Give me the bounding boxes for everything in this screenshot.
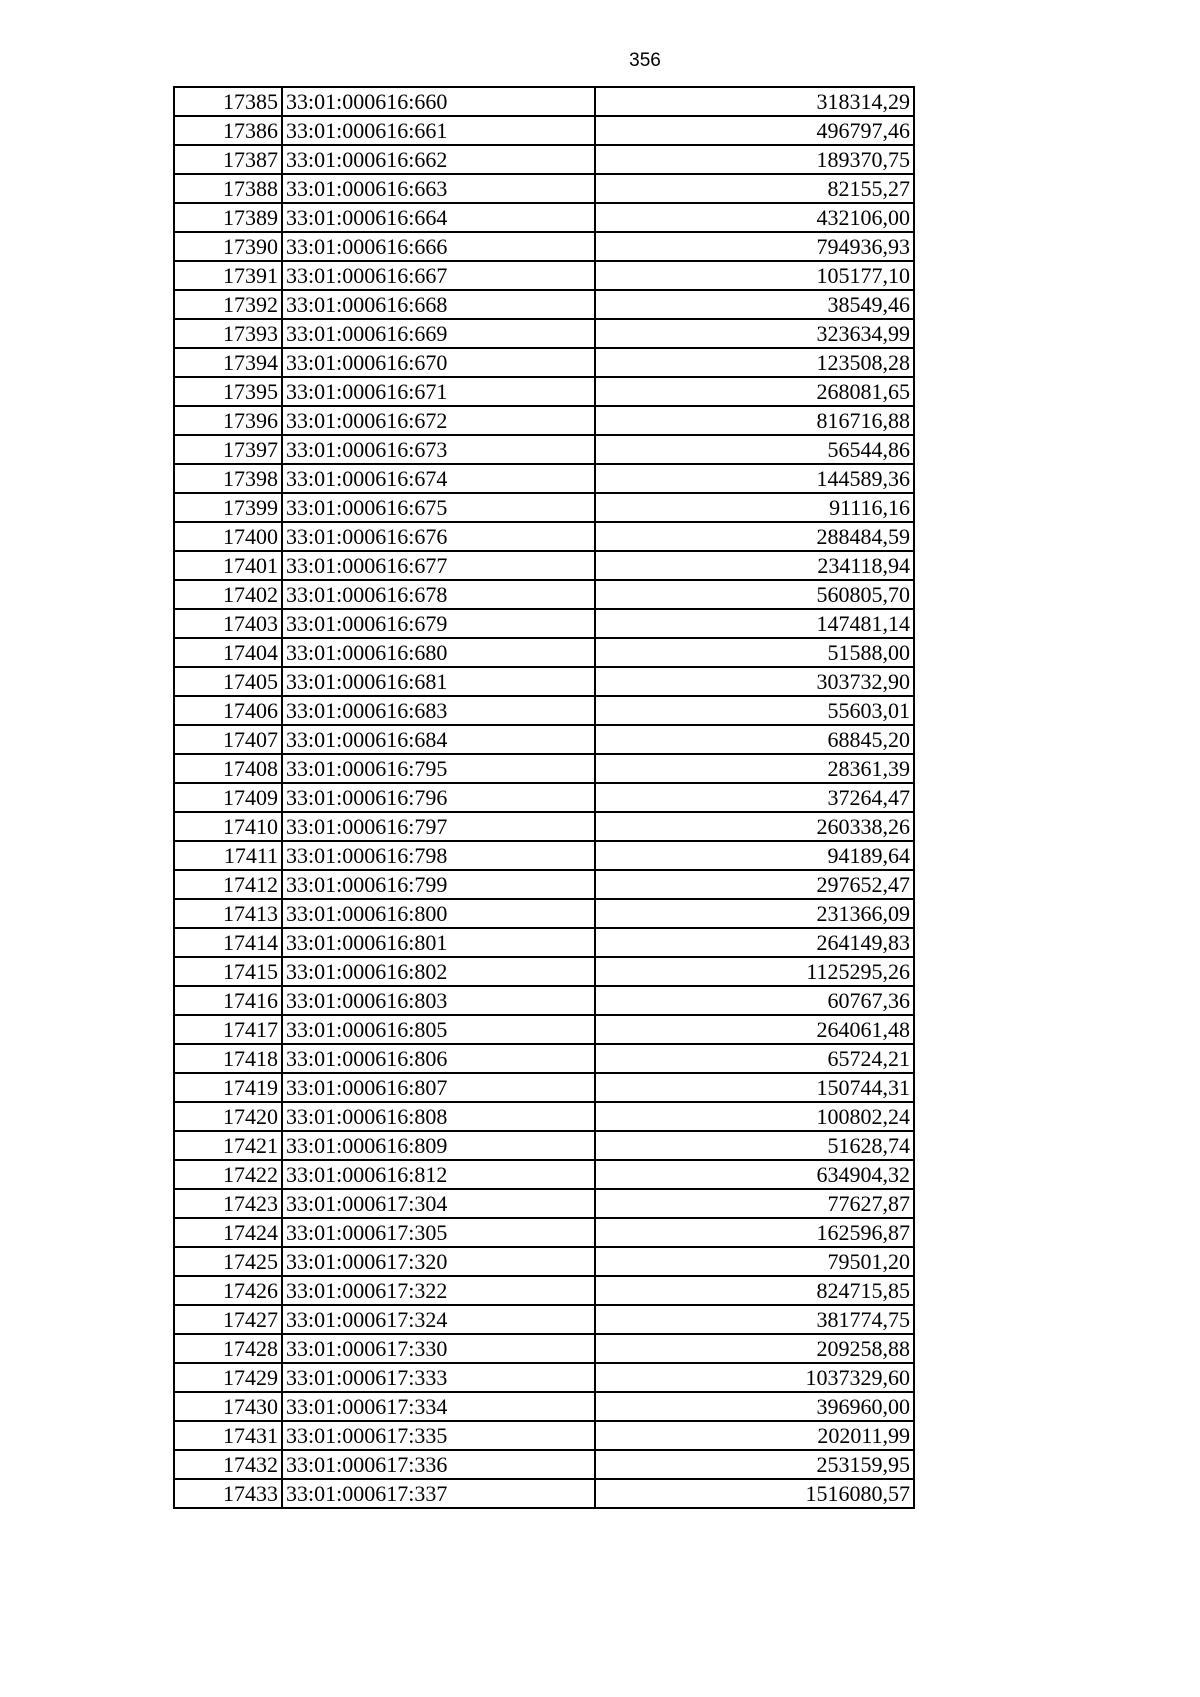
cadastral-number-cell: 33:01:000616:801 [282, 928, 595, 957]
cadastral-number-cell: 33:01:000616:664 [282, 203, 595, 232]
cadastral-number-cell: 33:01:000616:809 [282, 1131, 595, 1160]
table-row [174, 145, 914, 174]
table-row [174, 1015, 914, 1044]
cadastral-number-cell: 33:01:000616:680 [282, 638, 595, 667]
cadastral-number-cell: 33:01:000616:806 [282, 1044, 595, 1073]
cadastral-number-cell: 33:01:000617:330 [282, 1334, 595, 1363]
row-number-cell: 17433 [174, 1479, 282, 1508]
cadastral-number-cell: 33:01:000616:672 [282, 406, 595, 435]
table-row [174, 1160, 914, 1189]
cadastral-value-cell: 94189,64 [595, 841, 914, 870]
row-number-cell: 17424 [174, 1218, 282, 1247]
table-row [174, 464, 914, 493]
row-number-cell: 17431 [174, 1421, 282, 1450]
cadastral-number-cell: 33:01:000616:805 [282, 1015, 595, 1044]
table-row [174, 319, 914, 348]
cadastral-number-cell: 33:01:000616:670 [282, 348, 595, 377]
table-row [174, 1421, 914, 1450]
cadastral-value-cell: 264149,83 [595, 928, 914, 957]
cadastral-number-cell: 33:01:000616:676 [282, 522, 595, 551]
cadastral-value-cell: 55603,01 [595, 696, 914, 725]
table-row [174, 783, 914, 812]
table-row [174, 174, 914, 203]
row-number-cell: 17419 [174, 1073, 282, 1102]
row-number-cell: 17386 [174, 116, 282, 145]
table-row [174, 1044, 914, 1073]
table-row [174, 1189, 914, 1218]
table-row [174, 928, 914, 957]
row-number-cell: 17388 [174, 174, 282, 203]
table-row [174, 1479, 914, 1508]
cadastral-value-cell: 150744,31 [595, 1073, 914, 1102]
cadastral-number-cell: 33:01:000616:678 [282, 580, 595, 609]
cadastral-number-cell: 33:01:000616:662 [282, 145, 595, 174]
cadastral-value-cell: 202011,99 [595, 1421, 914, 1450]
cadastral-number-cell: 33:01:000616:795 [282, 754, 595, 783]
cadastral-value-cell: 37264,47 [595, 783, 914, 812]
cadastral-value-cell: 288484,59 [595, 522, 914, 551]
table-row [174, 261, 914, 290]
cadastral-number-cell: 33:01:000616:663 [282, 174, 595, 203]
table-row [174, 696, 914, 725]
row-number-cell: 17399 [174, 493, 282, 522]
table-row [174, 609, 914, 638]
row-number-cell: 17393 [174, 319, 282, 348]
table-row [174, 203, 914, 232]
row-number-cell: 17394 [174, 348, 282, 377]
table-row [174, 580, 914, 609]
cadastral-value-cell: 816716,88 [595, 406, 914, 435]
cadastral-number-cell: 33:01:000616:666 [282, 232, 595, 261]
row-number-cell: 17427 [174, 1305, 282, 1334]
table-row [174, 348, 914, 377]
row-number-cell: 17398 [174, 464, 282, 493]
table-row [174, 493, 914, 522]
cadastral-value-cell: 65724,21 [595, 1044, 914, 1073]
cadastral-value-cell: 432106,00 [595, 203, 914, 232]
table-row [174, 1131, 914, 1160]
table-row [174, 1247, 914, 1276]
cadastral-number-cell: 33:01:000616:796 [282, 783, 595, 812]
cadastral-value-cell: 189370,75 [595, 145, 914, 174]
row-number-cell: 17414 [174, 928, 282, 957]
cadastral-number-cell: 33:01:000616:661 [282, 116, 595, 145]
row-number-cell: 17405 [174, 667, 282, 696]
row-number-cell: 17425 [174, 1247, 282, 1276]
row-number-cell: 17410 [174, 812, 282, 841]
cadastral-value-cell: 264061,48 [595, 1015, 914, 1044]
page-number: 356 [629, 50, 661, 71]
table-row [174, 87, 914, 116]
table-row [174, 754, 914, 783]
table-row [174, 841, 914, 870]
cadastral-number-cell: 33:01:000616:683 [282, 696, 595, 725]
cadastral-number-cell: 33:01:000616:803 [282, 986, 595, 1015]
table-row [174, 551, 914, 580]
table-row [174, 1363, 914, 1392]
table-row [174, 377, 914, 406]
row-number-cell: 17412 [174, 870, 282, 899]
row-number-cell: 17432 [174, 1450, 282, 1479]
cadastral-value-cell: 162596,87 [595, 1218, 914, 1247]
cadastral-number-cell: 33:01:000616:802 [282, 957, 595, 986]
row-number-cell: 17387 [174, 145, 282, 174]
row-number-cell: 17420 [174, 1102, 282, 1131]
cadastral-number-cell: 33:01:000617:335 [282, 1421, 595, 1450]
cadastral-value-cell: 1125295,26 [595, 957, 914, 986]
cadastral-value-cell: 82155,27 [595, 174, 914, 203]
table-row [174, 1305, 914, 1334]
cadastral-value-cell: 1516080,57 [595, 1479, 914, 1508]
cadastral-number-cell: 33:01:000616:668 [282, 290, 595, 319]
cadastral-value-cell: 303732,90 [595, 667, 914, 696]
row-number-cell: 17417 [174, 1015, 282, 1044]
cadastral-number-cell: 33:01:000617:322 [282, 1276, 595, 1305]
row-number-cell: 17426 [174, 1276, 282, 1305]
cadastral-value-cell: 560805,70 [595, 580, 914, 609]
cadastral-number-cell: 33:01:000617:304 [282, 1189, 595, 1218]
row-number-cell: 17390 [174, 232, 282, 261]
cadastral-value-cell: 51628,74 [595, 1131, 914, 1160]
table-row [174, 290, 914, 319]
row-number-cell: 17396 [174, 406, 282, 435]
cadastral-value-cell: 105177,10 [595, 261, 914, 290]
cadastral-value-cell: 144589,36 [595, 464, 914, 493]
cadastral-number-cell: 33:01:000617:336 [282, 1450, 595, 1479]
cadastral-number-cell: 33:01:000617:305 [282, 1218, 595, 1247]
cadastral-value-cell: 1037329,60 [595, 1363, 914, 1392]
table-row [174, 1450, 914, 1479]
table-body [174, 87, 914, 1508]
cadastral-number-cell: 33:01:000616:808 [282, 1102, 595, 1131]
cadastral-number-cell: 33:01:000617:334 [282, 1392, 595, 1421]
table-row [174, 986, 914, 1015]
row-number-cell: 17428 [174, 1334, 282, 1363]
cadastral-number-cell: 33:01:000616:673 [282, 435, 595, 464]
cadastral-value-cell: 634904,32 [595, 1160, 914, 1189]
cadastral-value-cell: 56544,86 [595, 435, 914, 464]
cadastral-value-cell: 824715,85 [595, 1276, 914, 1305]
row-number-cell: 17422 [174, 1160, 282, 1189]
cadastral-number-cell: 33:01:000616:669 [282, 319, 595, 348]
row-number-cell: 17409 [174, 783, 282, 812]
cadastral-number-cell: 33:01:000616:812 [282, 1160, 595, 1189]
cadastral-value-cell: 38549,46 [595, 290, 914, 319]
row-number-cell: 17385 [174, 87, 282, 116]
table-row [174, 522, 914, 551]
row-number-cell: 17389 [174, 203, 282, 232]
cadastral-number-cell: 33:01:000616:679 [282, 609, 595, 638]
cadastral-value-cell: 68845,20 [595, 725, 914, 754]
cadastral-value-cell: 297652,47 [595, 870, 914, 899]
row-number-cell: 17392 [174, 290, 282, 319]
row-number-cell: 17418 [174, 1044, 282, 1073]
table-row [174, 1218, 914, 1247]
cadastral-value-table [173, 86, 915, 1509]
row-number-cell: 17408 [174, 754, 282, 783]
cadastral-value-cell: 396960,00 [595, 1392, 914, 1421]
table-row [174, 638, 914, 667]
cadastral-number-cell: 33:01:000616:807 [282, 1073, 595, 1102]
cadastral-value-cell: 234118,94 [595, 551, 914, 580]
table-row [174, 812, 914, 841]
cadastral-number-cell: 33:01:000617:337 [282, 1479, 595, 1508]
cadastral-value-cell: 79501,20 [595, 1247, 914, 1276]
cadastral-value-cell: 123508,28 [595, 348, 914, 377]
cadastral-number-cell: 33:01:000616:800 [282, 899, 595, 928]
row-number-cell: 17391 [174, 261, 282, 290]
row-number-cell: 17411 [174, 841, 282, 870]
row-number-cell: 17413 [174, 899, 282, 928]
cadastral-value-cell: 268081,65 [595, 377, 914, 406]
row-number-cell: 17406 [174, 696, 282, 725]
cadastral-value-cell: 318314,29 [595, 87, 914, 116]
table-row [174, 667, 914, 696]
cadastral-value-cell: 794936,93 [595, 232, 914, 261]
row-number-cell: 17429 [174, 1363, 282, 1392]
cadastral-value-cell: 496797,46 [595, 116, 914, 145]
row-number-cell: 17415 [174, 957, 282, 986]
row-number-cell: 17402 [174, 580, 282, 609]
cadastral-value-cell: 209258,88 [595, 1334, 914, 1363]
cadastral-value-cell: 260338,26 [595, 812, 914, 841]
cadastral-number-cell: 33:01:000616:681 [282, 667, 595, 696]
cadastral-number-cell: 33:01:000616:674 [282, 464, 595, 493]
cadastral-number-cell: 33:01:000616:667 [282, 261, 595, 290]
cadastral-value-cell: 100802,24 [595, 1102, 914, 1131]
cadastral-number-cell: 33:01:000617:333 [282, 1363, 595, 1392]
row-number-cell: 17416 [174, 986, 282, 1015]
cadastral-value-cell: 51588,00 [595, 638, 914, 667]
cadastral-number-cell: 33:01:000616:660 [282, 87, 595, 116]
row-number-cell: 17430 [174, 1392, 282, 1421]
row-number-cell: 17400 [174, 522, 282, 551]
cadastral-value-cell: 60767,36 [595, 986, 914, 1015]
cadastral-number-cell: 33:01:000616:797 [282, 812, 595, 841]
row-number-cell: 17403 [174, 609, 282, 638]
cadastral-value-cell: 91116,16 [595, 493, 914, 522]
table-row [174, 1334, 914, 1363]
row-number-cell: 17407 [174, 725, 282, 754]
cadastral-value-cell: 253159,95 [595, 1450, 914, 1479]
cadastral-value-cell: 231366,09 [595, 899, 914, 928]
table-row [174, 899, 914, 928]
cadastral-number-cell: 33:01:000617:320 [282, 1247, 595, 1276]
cadastral-value-cell: 323634,99 [595, 319, 914, 348]
table-row [174, 1102, 914, 1131]
table-row [174, 957, 914, 986]
table-row [174, 1073, 914, 1102]
row-number-cell: 17423 [174, 1189, 282, 1218]
row-number-cell: 17397 [174, 435, 282, 464]
cadastral-value-cell: 28361,39 [595, 754, 914, 783]
row-number-cell: 17421 [174, 1131, 282, 1160]
cadastral-number-cell: 33:01:000617:324 [282, 1305, 595, 1334]
cadastral-number-cell: 33:01:000616:684 [282, 725, 595, 754]
table-row [174, 232, 914, 261]
cadastral-number-cell: 33:01:000616:798 [282, 841, 595, 870]
cadastral-number-cell: 33:01:000616:677 [282, 551, 595, 580]
cadastral-value-cell: 381774,75 [595, 1305, 914, 1334]
cadastral-number-cell: 33:01:000616:675 [282, 493, 595, 522]
table-row [174, 1276, 914, 1305]
table-row [174, 1392, 914, 1421]
cadastral-value-cell: 147481,14 [595, 609, 914, 638]
table-row [174, 435, 914, 464]
row-number-cell: 17401 [174, 551, 282, 580]
row-number-cell: 17395 [174, 377, 282, 406]
table-row [174, 406, 914, 435]
cadastral-number-cell: 33:01:000616:799 [282, 870, 595, 899]
table-row [174, 116, 914, 145]
cadastral-value-cell: 77627,87 [595, 1189, 914, 1218]
row-number-cell: 17404 [174, 638, 282, 667]
table-row [174, 725, 914, 754]
table-row [174, 870, 914, 899]
cadastral-number-cell: 33:01:000616:671 [282, 377, 595, 406]
